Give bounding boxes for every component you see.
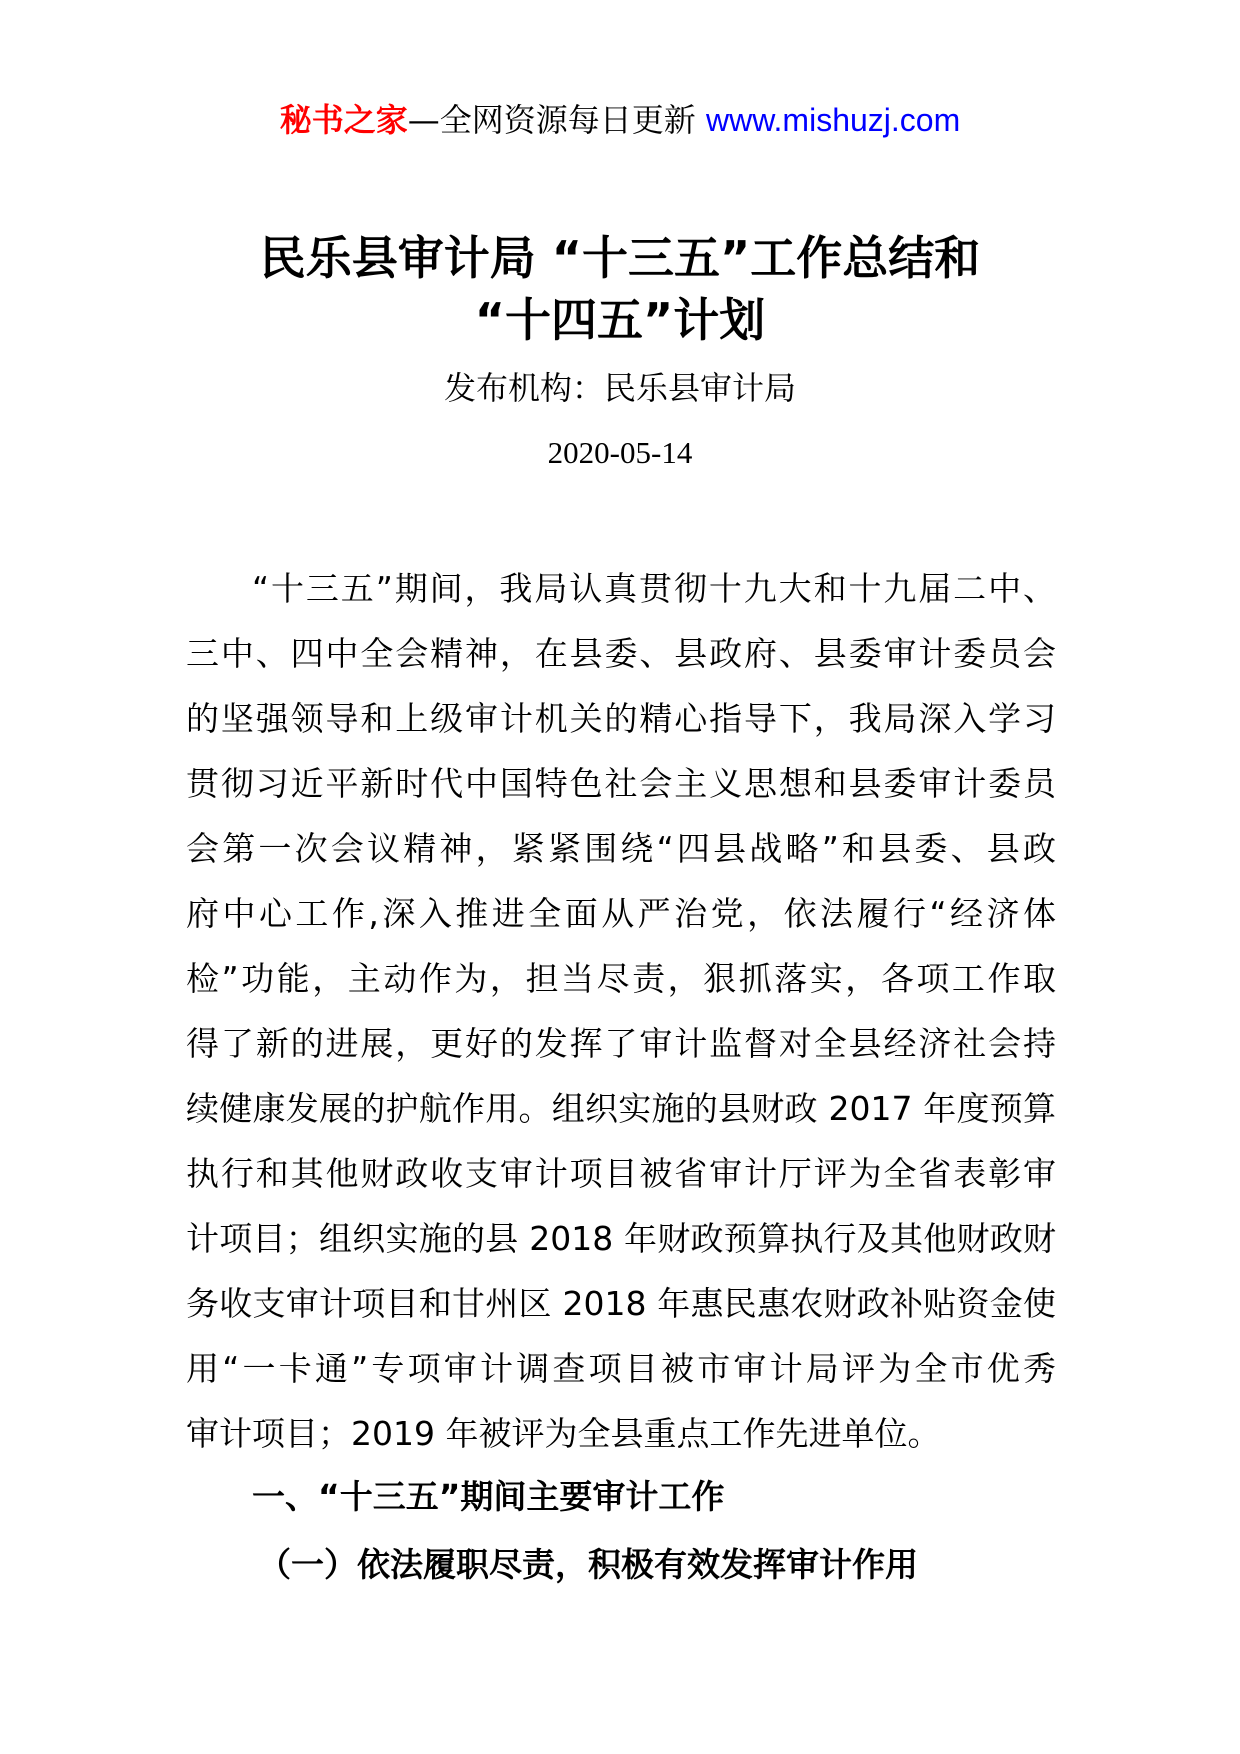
paragraph-line: 的坚强领导和上级审计机关的精心指导下，我局深入学习 bbox=[186, 699, 1056, 738]
publisher-line: 发布机构：民乐县审计局 bbox=[443, 369, 796, 407]
paragraph-line: 得了新的进展，更好的发挥了审计监督对全县经济社会持 bbox=[186, 1024, 1056, 1063]
section-heading: 一、“十三五”期间主要审计工作 bbox=[252, 1477, 725, 1516]
paragraph-line: “十三五”期间，我局认真贯彻十九大和十九届二中、 bbox=[252, 569, 1056, 608]
paragraph-line: 三中、四中全会精神，在县委、县政府、县委审计委员会 bbox=[186, 634, 1056, 673]
paragraph-line: 计项目；组织实施的县 2018 年财政预算执行及其他财政财 bbox=[186, 1219, 1056, 1258]
document-title-line-2: “十四五”计划 bbox=[474, 293, 766, 347]
paragraph-line: 执行和其他财政收支审计项目被省审计厅评为全省表彰审 bbox=[186, 1154, 1056, 1193]
paragraph-line: 续健康发展的护航作用。组织实施的县财政 2017 年度预算 bbox=[186, 1089, 1056, 1128]
subsection-heading: （一）依法履职尽责，积极有效发挥审计作用 bbox=[258, 1545, 918, 1584]
site-url-link[interactable]: www.mishuzj.com bbox=[705, 102, 961, 138]
brand-name: 秘书之家 bbox=[279, 101, 408, 139]
paragraph-line: 会第一次会议精神，紧紧围绕“四县战略”和县委、县政 bbox=[186, 829, 1056, 868]
document-title-line-1: 民乐县审计局 “十三五”工作总结和 bbox=[259, 231, 981, 285]
body-paragraph bbox=[186, 556, 1056, 1466]
paragraph-line: 贯彻习近平新时代中国特色社会主义思想和县委审计委员 bbox=[186, 764, 1056, 803]
paragraph-line: 府中心工作,深入推进全面从严治党，依法履行“经济体 bbox=[186, 894, 1056, 933]
paragraph-line: 审计项目；2019 年被评为全县重点工作先进单位。 bbox=[186, 1414, 941, 1453]
paragraph-line: 用“一卡通”专项审计调查项目被市审计局评为全市优秀 bbox=[186, 1349, 1056, 1388]
paragraph-line: 检”功能，主动作为，担当尽责，狠抓落实，各项工作取 bbox=[186, 959, 1056, 998]
site-slogan: —全网资源每日更新 bbox=[407, 101, 696, 139]
publish-date: 2020-05-14 bbox=[547, 435, 693, 470]
site-header bbox=[0, 98, 1240, 142]
paragraph-line: 务收支审计项目和甘州区 2018 年惠民惠农财政补贴资金使 bbox=[186, 1284, 1056, 1323]
